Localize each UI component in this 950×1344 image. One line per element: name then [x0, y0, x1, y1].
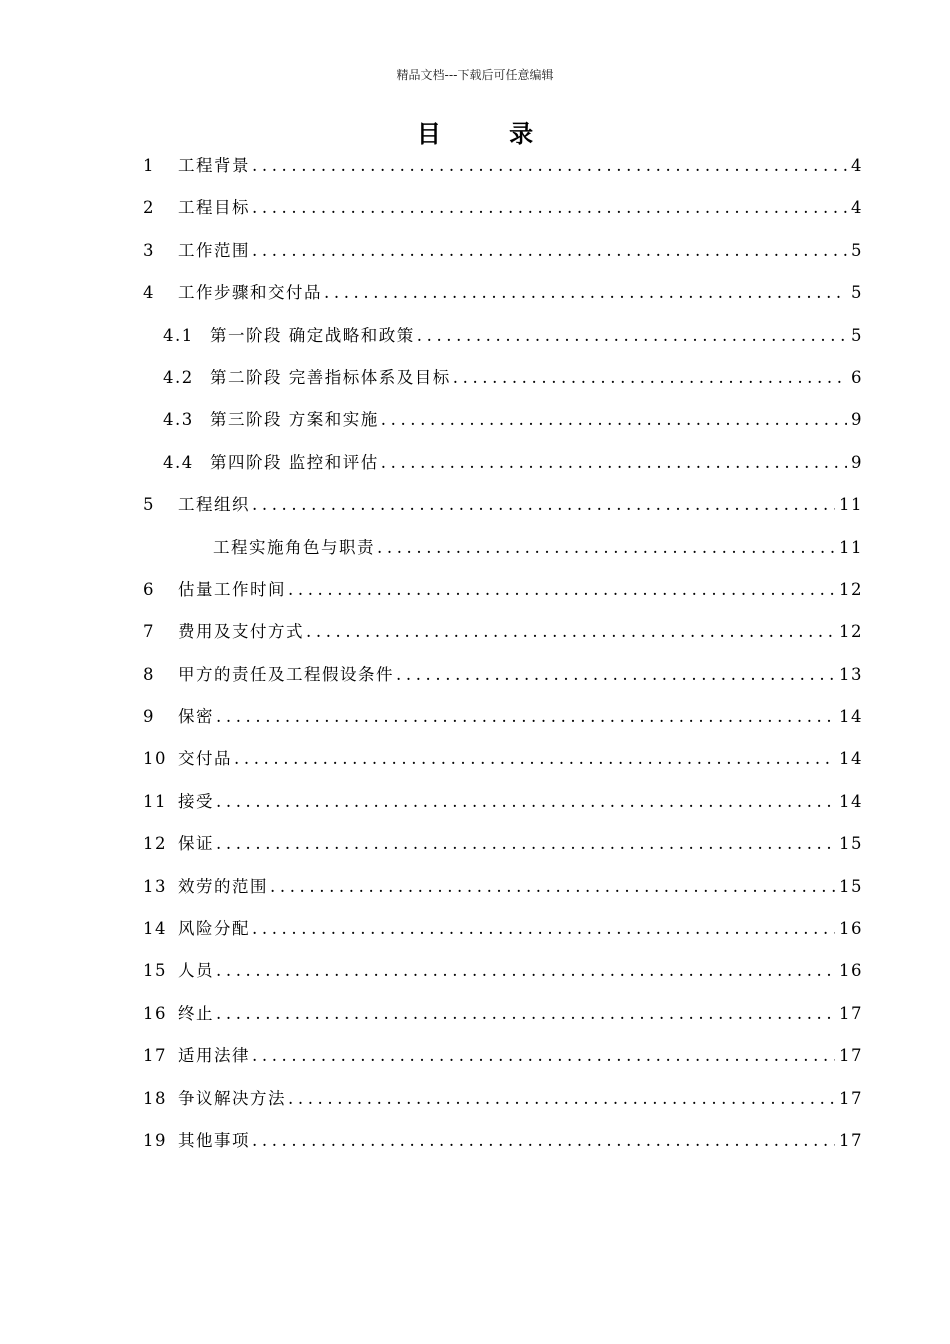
toc-entry-number: 14 [143, 919, 167, 939]
toc-entry[interactable] [143, 357, 863, 399]
toc-leader-dots [252, 187, 847, 229]
toc-entry-number: 18 [143, 1088, 167, 1108]
header-note: 精品文档---下载后可任意编辑 [396, 68, 554, 82]
toc-leader-dots [216, 823, 835, 865]
toc-leader-dots [288, 1078, 835, 1120]
toc-entry-number: 17 [143, 1046, 167, 1066]
toc-entry[interactable] [143, 1120, 863, 1162]
toc-entry-page: 6 [851, 367, 863, 387]
toc-entry-number: 3 [143, 240, 155, 260]
toc-entry[interactable] [143, 823, 863, 865]
toc-entry[interactable] [143, 230, 863, 272]
toc-entry-label: 费用及支付方式 [178, 622, 304, 642]
toc-entry[interactable] [143, 484, 863, 526]
toc-entry-label: 工作范围 [178, 240, 250, 260]
toc-entry-label: 第二阶段 完善指标体系及目标 [210, 367, 451, 387]
toc-leader-dots [381, 399, 847, 441]
toc-entry-number: 12 [143, 834, 167, 854]
toc-entry-page: 5 [851, 325, 863, 345]
toc-entry[interactable] [143, 1035, 863, 1077]
toc-entry-number: 6 [143, 579, 155, 599]
toc-entry-label: 工程背景 [178, 156, 250, 175]
toc-entry-number: 10 [143, 749, 167, 769]
toc-entry-label: 甲方的责任及工程假设条件 [178, 664, 394, 684]
toc-leader-dots [417, 315, 847, 357]
toc-leader-dots [381, 442, 847, 484]
toc-entry-label: 第四阶段 监控和评估 [210, 452, 379, 472]
toc-entry-label: 工作步骤和交付品 [178, 283, 322, 303]
toc-entry-number: 4 [143, 283, 155, 303]
toc-entry-page: 14 [839, 791, 863, 811]
toc-entry-page: 16 [839, 961, 863, 981]
toc-entry-number: 19 [143, 1130, 167, 1150]
toc-leader-dots [252, 908, 835, 950]
toc-entry[interactable] [143, 399, 863, 441]
toc-entry-label: 保证 [178, 834, 214, 854]
toc-entry-label: 第三阶段 方案和实施 [210, 410, 379, 430]
toc-entry[interactable] [143, 781, 863, 823]
toc-entry-page: 11 [839, 537, 863, 557]
toc-entry-number: 7 [143, 622, 155, 642]
toc-leader-dots [396, 654, 835, 696]
toc-leader-dots [252, 1035, 835, 1077]
table-of-contents [143, 145, 863, 1162]
toc-leader-dots [252, 145, 847, 187]
toc-entry-label: 保密 [178, 707, 214, 727]
toc-entry[interactable] [143, 187, 863, 229]
toc-entry-page: 17 [839, 1003, 863, 1023]
toc-leader-dots [216, 781, 835, 823]
toc-title: 目 录 [416, 120, 564, 148]
toc-entry[interactable] [143, 950, 863, 992]
toc-entry-label: 适用法律 [178, 1046, 250, 1066]
toc-entry-number: 2 [143, 198, 155, 218]
toc-entry-page: 12 [839, 579, 863, 599]
toc-entry-page: 9 [851, 410, 863, 430]
toc-entry-page: 13 [839, 664, 863, 684]
toc-entry-page: 15 [839, 834, 863, 854]
toc-leader-dots [252, 1120, 835, 1162]
toc-entry-page: 4 [851, 156, 863, 175]
toc-entry-number: 15 [143, 961, 167, 981]
toc-entry-number: 8 [143, 664, 155, 684]
toc-entry-number: 9 [143, 707, 155, 727]
toc-entry[interactable] [143, 908, 863, 950]
toc-entry-label: 工程组织 [178, 495, 250, 515]
toc-entry-label: 工程目标 [178, 198, 250, 218]
toc-entry-number: 4.4 [163, 452, 194, 472]
toc-entry[interactable] [143, 569, 863, 611]
toc-entry-label: 效劳的范围 [178, 876, 268, 896]
toc-leader-dots [288, 569, 835, 611]
toc-entry[interactable] [143, 527, 863, 569]
toc-entry-number: 13 [143, 876, 167, 896]
toc-entry-label: 接受 [178, 791, 214, 811]
toc-entry-label: 风险分配 [178, 919, 250, 939]
toc-entry[interactable] [143, 145, 863, 187]
toc-leader-dots [252, 230, 847, 272]
toc-entry-number: 5 [143, 495, 155, 515]
toc-leader-dots [216, 950, 835, 992]
toc-entry[interactable] [143, 654, 863, 696]
toc-entry-page: 5 [851, 283, 863, 303]
toc-entry-page: 11 [839, 495, 863, 515]
toc-entry[interactable] [143, 866, 863, 908]
toc-entry[interactable] [143, 315, 863, 357]
toc-entry[interactable] [143, 442, 863, 484]
toc-leader-dots [324, 272, 847, 314]
toc-leader-dots [234, 738, 835, 780]
toc-entry[interactable] [143, 611, 863, 653]
toc-entry-label: 估量工作时间 [178, 579, 286, 599]
toc-entry-label: 交付品 [178, 749, 232, 769]
toc-leader-dots [453, 357, 847, 399]
toc-entry-page: 12 [839, 622, 863, 642]
toc-entry-label: 人员 [178, 961, 214, 981]
toc-entry-page: 5 [851, 240, 863, 260]
toc-entry-page: 9 [851, 452, 863, 472]
toc-leader-dots [270, 866, 835, 908]
toc-leader-dots [216, 993, 835, 1035]
toc-entry-number: 4.3 [163, 410, 194, 430]
toc-entry-page: 16 [839, 919, 863, 939]
toc-entry-number: 1 [143, 156, 155, 175]
toc-entry[interactable] [143, 696, 863, 738]
toc-entry-label: 其他事项 [178, 1130, 250, 1150]
toc-entry-number: 4.2 [163, 367, 194, 387]
toc-entry[interactable] [143, 738, 863, 780]
toc-entry-page: 17 [839, 1130, 863, 1150]
toc-leader-dots [306, 611, 835, 653]
toc-leader-dots [252, 484, 835, 526]
toc-entry-number: 16 [143, 1003, 167, 1023]
toc-entry-label: 工程实施角色与职责 [213, 537, 375, 557]
toc-entry[interactable] [143, 272, 863, 314]
toc-entry-label: 争议解决方法 [178, 1088, 286, 1108]
toc-entry-page: 15 [839, 876, 863, 896]
toc-entry-label: 终止 [178, 1003, 214, 1023]
toc-entry-page: 14 [839, 749, 863, 769]
toc-entry-page: 17 [839, 1046, 863, 1066]
toc-leader-dots [377, 527, 835, 569]
toc-entry-page: 17 [839, 1088, 863, 1108]
toc-entry-page: 14 [839, 707, 863, 727]
toc-entry[interactable] [143, 993, 863, 1035]
toc-entry-number: 4.1 [163, 325, 194, 345]
toc-entry-page: 4 [851, 198, 863, 218]
toc-entry[interactable] [143, 1078, 863, 1120]
toc-leader-dots [216, 696, 835, 738]
toc-entry-number: 11 [143, 791, 167, 811]
toc-entry-label: 第一阶段 确定战略和政策 [210, 325, 415, 345]
